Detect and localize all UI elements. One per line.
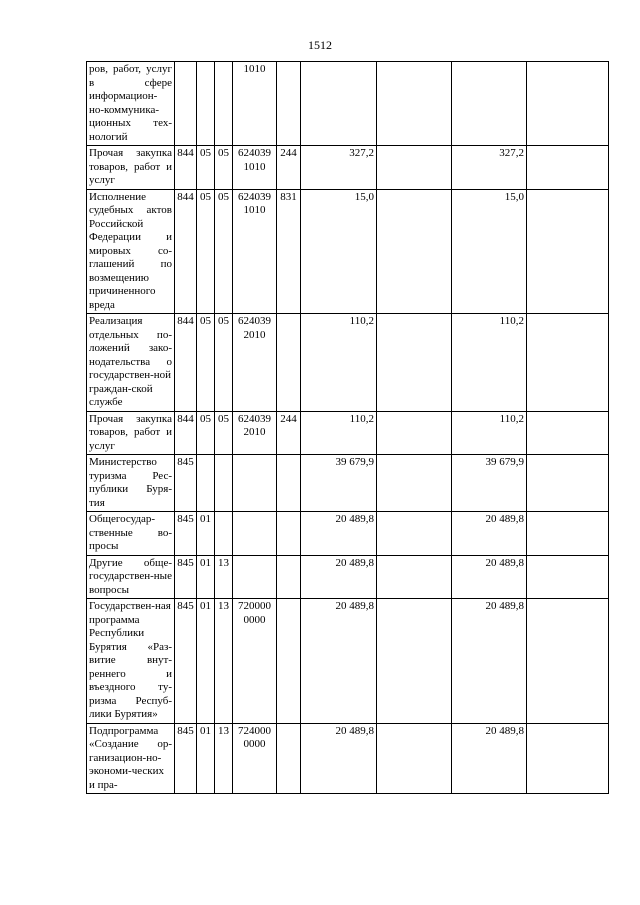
section-code-cell: 01 [197,512,215,556]
ministry-code-cell: 845 [175,599,197,724]
table-row [87,455,609,512]
amount-total-cell [301,62,377,146]
ministry-code-cell: 845 [175,512,197,556]
expense-type-cell [277,62,301,146]
table-row [87,723,609,794]
expense-type-cell: 244 [277,146,301,190]
table-row [87,411,609,455]
table-row [87,599,609,724]
amount-col4-cell [527,555,609,599]
target-article-cell: 624039 2010 [233,411,277,455]
expense-type-cell [277,599,301,724]
amount-col3-cell: 20 489,8 [452,512,527,556]
amount-col4-cell [527,411,609,455]
ministry-code-cell: 845 [175,455,197,512]
amount-col2-cell [377,62,452,146]
expense-type-cell: 831 [277,189,301,314]
target-article-cell: 624039 1010 [233,189,277,314]
subsection-code-cell [215,512,233,556]
target-article-cell: 724000 0000 [233,723,277,794]
amount-col3-cell: 110,2 [452,314,527,412]
row-name-cell: Государствен-ная программа Республики Бурятия «Раз-витие внут-реннего и въездного ту-ризма Респуб-лики Бурятия» [87,599,175,724]
row-name-cell: Подпрограмма «Создание ор-ганизацион-но-экономи-ческих и пра- [87,723,175,794]
ministry-code-cell [175,62,197,146]
ministry-code-cell: 845 [175,723,197,794]
subsection-code-cell: 05 [215,189,233,314]
table-row [87,62,609,146]
amount-col2-cell [377,599,452,724]
amount-total-cell: 20 489,8 [301,723,377,794]
table-row [87,555,609,599]
section-code-cell: 01 [197,723,215,794]
amount-total-cell: 20 489,8 [301,599,377,724]
table-row [87,146,609,190]
section-code-cell: 01 [197,599,215,724]
ministry-code-cell: 844 [175,189,197,314]
target-article-cell [233,555,277,599]
expense-type-cell [277,723,301,794]
amount-total-cell: 20 489,8 [301,512,377,556]
target-article-cell: 624039 1010 [233,146,277,190]
subsection-code-cell: 13 [215,555,233,599]
amount-col4-cell [527,314,609,412]
row-name-cell: Прочая закупка товаров, работ и услуг [87,411,175,455]
section-code-cell: 05 [197,314,215,412]
row-name-cell: ров, работ, услуг в сфере информацион-но-коммуника-ционных тех-нологий [87,62,175,146]
target-article-cell [233,455,277,512]
ministry-code-cell: 844 [175,411,197,455]
amount-col3-cell: 20 489,8 [452,723,527,794]
section-code-cell: 05 [197,189,215,314]
section-code-cell: 05 [197,411,215,455]
amount-total-cell: 15,0 [301,189,377,314]
target-article-cell: 720000 0000 [233,599,277,724]
section-code-cell: 05 [197,146,215,190]
row-name-cell: Исполнение судебных актов Российской Федерации и мировых со-глашений по возмещению причиненного вреда [87,189,175,314]
ministry-code-cell: 844 [175,146,197,190]
amount-total-cell: 327,2 [301,146,377,190]
table-row [87,189,609,314]
row-name-cell: Другие обще-государствен-ные вопросы [87,555,175,599]
amount-col3-cell: 110,2 [452,411,527,455]
amount-col2-cell [377,723,452,794]
amount-col4-cell [527,455,609,512]
amount-total-cell: 110,2 [301,411,377,455]
expense-type-cell [277,512,301,556]
amount-col4-cell [527,599,609,724]
amount-col3-cell [452,62,527,146]
table-row [87,512,609,556]
amount-total-cell: 110,2 [301,314,377,412]
expense-type-cell [277,555,301,599]
subsection-code-cell: 05 [215,411,233,455]
amount-col2-cell [377,189,452,314]
row-name-cell: Министерство туризма Рес-публики Буря-тия [87,455,175,512]
amount-col3-cell: 15,0 [452,189,527,314]
amount-col4-cell [527,512,609,556]
row-name-cell: Общегосудар-ственные во-просы [87,512,175,556]
expense-type-cell [277,455,301,512]
expense-type-cell [277,314,301,412]
target-article-cell: 624039 2010 [233,314,277,412]
row-name-cell: Реализация отдельных по-ложений зако-нодательства о государствен-ной граждан-ской службе [87,314,175,412]
amount-col4-cell [527,723,609,794]
section-code-cell: 01 [197,555,215,599]
subsection-code-cell [215,455,233,512]
subsection-code-cell: 05 [215,314,233,412]
amount-col3-cell: 20 489,8 [452,599,527,724]
table-body [87,62,609,794]
row-name-cell: Прочая закупка товаров, работ и услуг [87,146,175,190]
budget-table [86,61,609,794]
amount-col2-cell [377,411,452,455]
amount-total-cell: 20 489,8 [301,555,377,599]
target-article-cell [233,512,277,556]
amount-col2-cell [377,314,452,412]
amount-col3-cell: 20 489,8 [452,555,527,599]
amount-col2-cell [377,146,452,190]
amount-total-cell: 39 679,9 [301,455,377,512]
subsection-code-cell: 13 [215,723,233,794]
amount-col4-cell [527,62,609,146]
amount-col3-cell: 327,2 [452,146,527,190]
amount-col2-cell [377,512,452,556]
section-code-cell [197,455,215,512]
table-row [87,314,609,412]
amount-col4-cell [527,146,609,190]
expense-type-cell: 244 [277,411,301,455]
ministry-code-cell: 844 [175,314,197,412]
subsection-code-cell: 05 [215,146,233,190]
amount-col2-cell [377,455,452,512]
section-code-cell [197,62,215,146]
subsection-code-cell [215,62,233,146]
ministry-code-cell: 845 [175,555,197,599]
amount-col2-cell [377,555,452,599]
page-number: 1512 [308,38,332,52]
amount-col4-cell [527,189,609,314]
target-article-cell: 1010 [233,62,277,146]
amount-col3-cell: 39 679,9 [452,455,527,512]
subsection-code-cell: 13 [215,599,233,724]
